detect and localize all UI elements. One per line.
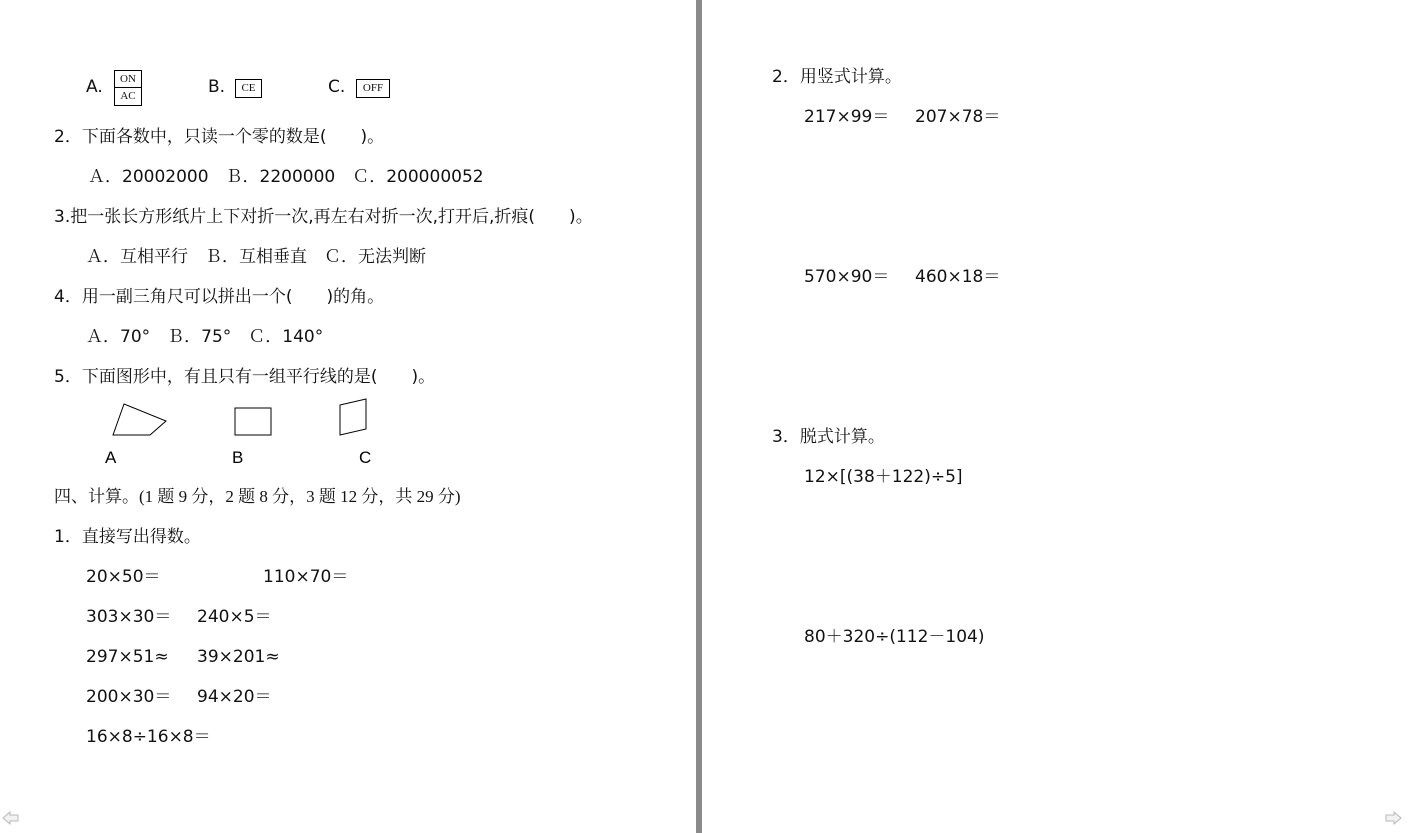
calc-item: 200×30＝ bbox=[86, 687, 172, 707]
q1-option-c-label: C. bbox=[328, 77, 346, 97]
left-page bbox=[0, 0, 696, 833]
off-key-icon: OFF bbox=[356, 79, 390, 98]
calc-item: 94×20＝ bbox=[197, 687, 272, 707]
calc-item: 20×50＝ bbox=[86, 567, 161, 587]
calc-item: 240×5＝ bbox=[197, 607, 272, 627]
q4-options: Ａ．70° Ｂ．75° Ｃ．140° bbox=[86, 327, 324, 347]
stepwise-expr: 80＋320÷(112－104) bbox=[804, 627, 985, 647]
on-ac-key-bottom: AC bbox=[120, 90, 136, 102]
stepwise-expr: 12×[(38＋122)÷5] bbox=[804, 467, 963, 487]
q3-options: Ａ．互相平行 Ｂ．互相垂直 Ｃ．无法判断 bbox=[86, 247, 426, 267]
q4-stem: 4．用一副三角尺可以拼出一个( )的角。 bbox=[54, 287, 385, 307]
on-ac-key-top: ON bbox=[115, 71, 141, 88]
vertical-calc-item: 217×99＝ bbox=[804, 107, 890, 127]
q2-options: Ａ．20002000 Ｂ．2200000 Ｃ．200000052 bbox=[88, 167, 484, 187]
section-4-sub3: 3．脱式计算。 bbox=[772, 427, 885, 447]
calc-item: 303×30＝ bbox=[86, 607, 172, 627]
on-ac-key-icon bbox=[114, 70, 142, 106]
shape-label-a: A bbox=[105, 448, 117, 467]
right-page bbox=[702, 0, 1408, 833]
q1-option-a-label: A. bbox=[86, 77, 103, 97]
q5-stem: 5．下面图形中，有且只有一组平行线的是( )。 bbox=[54, 367, 436, 387]
q3-stem: 3.把一张长方形纸片上下对折一次,再左右对折一次,打开后,折痕( )。 bbox=[54, 207, 593, 227]
shape-label-b: B bbox=[232, 448, 244, 467]
ce-key-icon: CE bbox=[235, 79, 262, 98]
right-arrow-icon[interactable] bbox=[1384, 811, 1402, 825]
section-4-sub2: 2．用竖式计算。 bbox=[772, 67, 902, 87]
vertical-calc-item: 570×90＝ bbox=[804, 267, 890, 287]
calc-item: 297×51≈ bbox=[86, 647, 169, 667]
shape-c-trapezoid bbox=[340, 399, 366, 435]
shape-label-c: C bbox=[359, 448, 372, 467]
left-arrow-icon[interactable] bbox=[2, 811, 20, 825]
shape-a-quadrilateral bbox=[113, 404, 166, 435]
vertical-calc-item: 207×78＝ bbox=[915, 107, 1001, 127]
q5-shapes-figure bbox=[100, 395, 400, 470]
calc-item: 16×8÷16×8＝ bbox=[86, 727, 211, 747]
calc-item: 110×70＝ bbox=[263, 567, 349, 587]
section-4-sub1: 1．直接写出得数。 bbox=[54, 527, 201, 547]
q2-stem: 2．下面各数中，只读一个零的数是( )。 bbox=[54, 127, 385, 147]
shape-b-rectangle bbox=[235, 408, 271, 435]
vertical-calc-item: 460×18＝ bbox=[915, 267, 1001, 287]
section-4-heading: 四、计算。(1 题 9 分，2 题 8 分，3 题 12 分，共 29 分) bbox=[54, 487, 461, 506]
calc-item: 39×201≈ bbox=[197, 647, 280, 667]
q1-option-b-label: B. bbox=[208, 77, 226, 97]
